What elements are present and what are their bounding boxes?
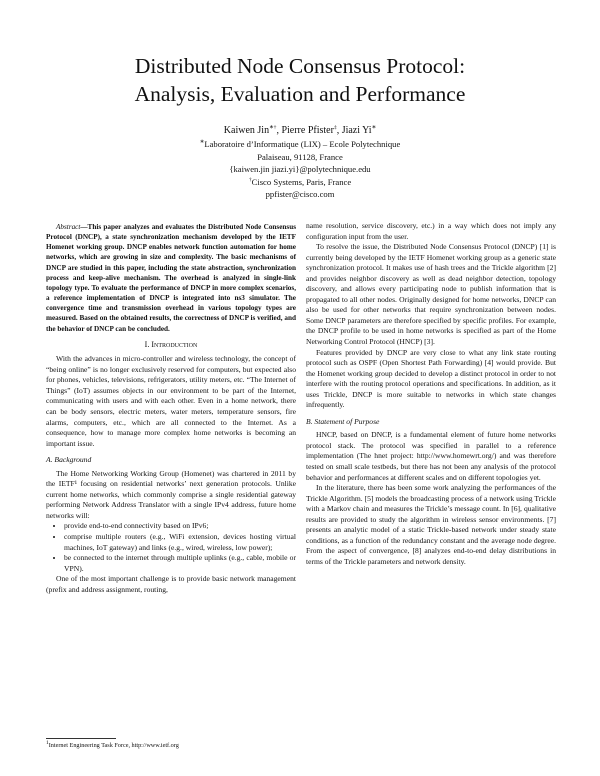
- affiliation-1-city: Palaiseau, 91128, France: [257, 151, 343, 162]
- author-2: , Pierre Pfister: [276, 125, 334, 136]
- abstract: [46, 222, 296, 334]
- list-item: • provide end-to-end connectivity based on IPv6;: [64, 521, 296, 532]
- footnote-rule: [46, 738, 116, 739]
- title-line-2: Analysis, Evaluation and Performance: [134, 82, 466, 106]
- author-2-marks: ‡: [333, 124, 337, 131]
- affiliation-2-text: Cisco Systems, Paris, France: [251, 176, 352, 187]
- right-paragraph-4: In the literature, there has been some work analyzing the performances of the Trickle Algorithm. [5] models the broadcasting process of a network using Trickle with a Markov chain and measures the Trickle’s message count. In [6], qualitative results are provided to study the algorithm in wireless sensor environments. [7] presents an analytic model of a static Trickle-based network under steady state conditions, as a function of the redundancy constant and the average node degree. From the aspect of convergence, [8] analyzes end-to-end delay distributions in terms of the Trickle parameters and network density.: [306, 483, 556, 566]
- affiliation-2: [100, 176, 500, 189]
- section-heading-introduction: I. Introduction: [144, 339, 198, 349]
- footnote-text: Internet Engineering Task Force, http://www.ietf.org: [48, 742, 179, 749]
- author-3-marks: ∗: [371, 124, 377, 131]
- author-1-marks: ∗†: [269, 124, 277, 131]
- author-1: Kaiwen Jin: [223, 125, 270, 136]
- right-column: [306, 221, 556, 568]
- footnote-mark: 1: [46, 739, 49, 746]
- title-line-1: Distributed Node Consensus Protocol:: [134, 54, 466, 78]
- author-block: [100, 123, 500, 201]
- list-item: • comprise multiple routers (e.g., WiFi extension, devices hosting virtual machines, IoT gateway) and links (e.g., wired, wireless, low power);: [64, 532, 296, 553]
- affiliation-1-mark: ∗: [199, 139, 205, 146]
- affiliation-1-email: {kaiwen.jin jiazi.yi}@polytechnique.edu: [229, 164, 371, 175]
- abstract-body: —This paper analyzes and evaluates the Distributed Node Consensus Protocol (DNCP), a state synchronization mechanism developed by the IETF Homenet working group. DNCP enables network function automation for home networks, which are growing in size and complexity. The basic mechanisms of DNCP are studied in this paper, including the state abstraction, synchronization process and keep-alive mechanism. The overhead is analyzed in single-link topology type. To evaluate the performance of DNCP in more complex scenarios, a reference implementation of DNCP is integrated into ns3 simulator. The convergence time and transmission overhead in various topology types are measured. Based on the obtained results, the correctness of DNCP is verified, and the behavior of DNCP can be concluded.: [46, 223, 296, 333]
- future-networks-list: [46, 521, 296, 574]
- left-column: [46, 222, 296, 595]
- right-paragraph-2: Features provided by DNCP are very close to what any link state routing protocol such as OSPF (Open Shortest Path Forwarding) [4] would provide. But the Homenet working group decided to develop a distinct protocol in order to not interfere with the routing protocol operations and specifications. In addition, as it uses Trickle, DNCP is more suitable to networks in which state changes infrequently.: [306, 347, 556, 410]
- background-paragraph-1: The Home Networking Working Group (Homenet) was chartered in 2011 by the IETF¹ focusing on residential networks’ next generation protocols. Unlike current home networks, which commonly comprise a single residential gateway performing Network Address Translator with a single IPv4 address, future home networks will:: [46, 468, 296, 520]
- author-3: , Jiazi Yi: [336, 125, 372, 136]
- author-names: [100, 123, 500, 138]
- affiliation-2-email: ppfister@cisco.com: [265, 189, 335, 200]
- affiliation-1: [100, 138, 500, 151]
- subsection-heading-background: A. Background: [46, 455, 92, 465]
- affiliation-1-text: Laboratoire d’Informatique (LIX) – Ecole Polytechnique: [204, 139, 401, 149]
- intro-paragraph: With the advances in micro-controller and wireless technology, the concept of “being online” is no longer exclusively reserved for computers, but expected also for phones, vehicles, televisions, refrigerators, utility meters, etc. “The Internet of Things” (IoT) assumes objects in our environment to be part of the Internet, communicating with users and with each other. Even in a home network, there can be body sensors, electric meters, water meters, temperature sensors, fire alarms, computers, etc., which are all connected to the Internet. As a consequence, how to manage more complex home networks is becoming an important issue.: [46, 354, 296, 448]
- background-paragraph-2: One of the most important challenge is to provide basic network management (prefix and address assignment, routing,: [46, 574, 296, 594]
- affiliation-2-mark: †: [248, 176, 252, 183]
- right-paragraph-1: To resolve the issue, the Distributed Node Consensus Protocol (DNCP) [1] is currently being developed by the IETF Homenet working group as a generic state synchronization protocol. It makes use of hash trees and the Trickle algorithm [2] and provides neighbor discovery as well as dead neighbor detection, topology discovery, and allows every participating node to publish information that is propagated to all other nodes. Originally designed for home networks, DNCP can also be used for other networks that require synchronization between nodes. Some DNCP parameters are therefore specified by specific profiles. For example, the DNCP profile to be used in home networks is specified as part of the Home Networking Control Protocol (HNCP) [3].: [306, 242, 556, 347]
- right-paragraph-3: HNCP, based on DNCP, is a fundamental element of future home networks protocol stack. The protocol was specified in parallel to a reference implementation (The hnet project: http://www.homewrt.org/) and was therefore tested on small scale testbeds, but there has not been any analysis of the protocol behavior and performances at different scales and on different topologies yet.: [306, 430, 556, 482]
- paper-title: [40, 52, 560, 108]
- abstract-lead: Abstract: [56, 223, 81, 231]
- footnote: [46, 739, 296, 750]
- list-item: • be connected to the internet through multiple uplinks (e.g., cable, mobile or VPN).: [64, 553, 296, 574]
- subsection-heading-purpose: B. Statement of Purpose: [306, 416, 380, 426]
- right-paragraph-0: name resolution, service discovery, etc.) in a way which does not imply any configuration input from the user.: [306, 221, 556, 241]
